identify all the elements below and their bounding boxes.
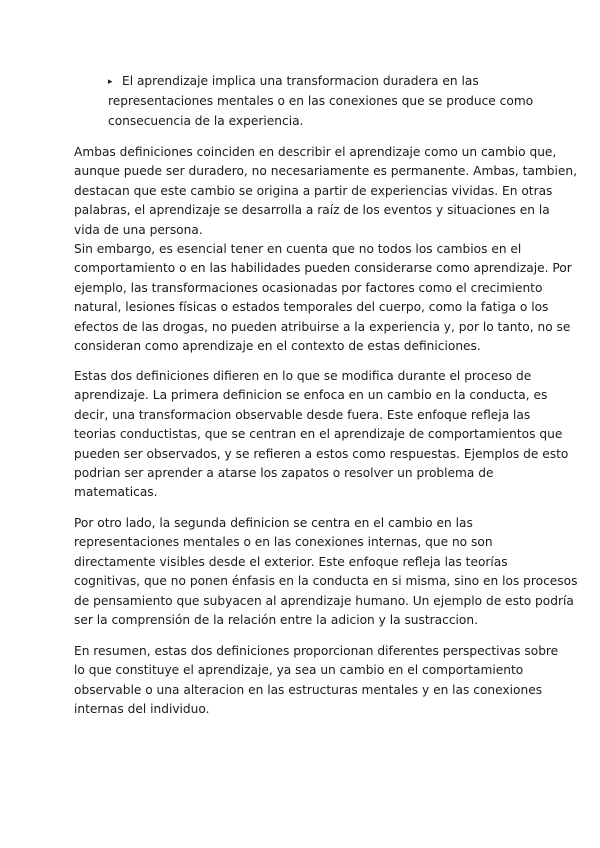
text-line: Sin embargo, es esencial tener en cuenta que no todos los cambios en el: [74, 242, 522, 257]
text-line: representaciones mentales o en las conexiones internas, que no son: [74, 535, 493, 550]
text-line: directamente visibles desde el exterior. Este enfoque refleja las teorías: [74, 554, 508, 569]
text-line: ejemplo, las transformaciones ocasionadas por factores como el crecimiento: [74, 280, 543, 295]
text-line: decir, una transformacion observable desde fuera. Este enfoque refleja las: [74, 407, 531, 422]
text-line: Por otro lado, la segunda definicion se centra en el cambio en las: [74, 516, 473, 530]
paragraph-definitions-differ: [74, 367, 569, 503]
text-line: aprendizaje. La primera definicion se enfoca en un cambio en la conducta, es: [74, 388, 548, 403]
bullet-list-item: [108, 72, 534, 131]
text-line: ser la comprensión de la relación entre la adicion y la sustraccion.: [74, 613, 478, 628]
text-line: lo que constituye el aprendizaje, ya sea un cambio en el comportamiento: [74, 663, 524, 678]
bullet-text: El aprendizaje implica una transformacion duradera en las: [122, 74, 479, 88]
text-line: Ambas definiciones coinciden en describir el aprendizaje como un cambio que,: [74, 145, 557, 159]
bullet-line: representaciones mentales o en las conexiones que se produce como: [108, 94, 534, 109]
text-line: pueden ser observados, y se refieren a estos como respuestas. Ejemplos de esto: [74, 446, 569, 461]
text-line: efectos de las drogas, no pueden atribuirse a la experiencia y, por lo tanto, no se: [74, 319, 571, 334]
text-line: teorias conductistas, que se centran en el aprendizaje de comportamientos que: [74, 427, 563, 442]
paragraph-second-definition: [74, 514, 578, 630]
text-line: podrian ser aprender a atarse los zapatos o resolver un problema de: [74, 466, 494, 481]
bullet-marker-icon: ▸: [108, 77, 113, 87]
text-line: palabras, el aprendizaje se desarrolla a raíz de los eventos y situaciones en la: [74, 203, 550, 218]
paragraph-summary: [74, 642, 559, 720]
text-line: destacan que este cambio se origina a partir de experiencias vividas. En otras: [74, 183, 553, 198]
text-line: vida de una persona.: [74, 222, 203, 237]
text-line: aunque puede ser duradero, no necesariamente es permanente. Ambas, tambien,: [74, 164, 577, 179]
bullet-line: consecuencia de la experiencia.: [108, 113, 304, 128]
text-line: En resumen, estas dos definiciones proporcionan diferentes perspectivas sobre: [74, 644, 559, 658]
text-line: internas del individuo.: [74, 702, 210, 717]
paragraph-definitions-coincide: [74, 143, 577, 356]
text-line: cognitivas, que no ponen énfasis en la conducta en si misma, sino en los procesos: [74, 574, 578, 589]
bullet-line: [108, 72, 528, 92]
text-line: Estas dos definiciones difieren en lo que se modifica durante el proceso de: [74, 369, 532, 383]
text-line: consideran como aprendizaje en el contexto de estas definiciones.: [74, 339, 481, 354]
text-line: de pensamiento que subyacen al aprendizaje humano. Un ejemplo de esto podría: [74, 593, 574, 608]
text-line: comportamiento o en las habilidades pueden considerarse como aprendizaje. Por: [74, 261, 572, 276]
text-line: matematicas.: [74, 485, 158, 500]
text-line: observable o una alteracion en las estructuras mentales y en las conexiones: [74, 682, 543, 697]
text-line: natural, lesiones físicas o estados temporales del cuerpo, como la fatiga o los: [74, 300, 549, 315]
